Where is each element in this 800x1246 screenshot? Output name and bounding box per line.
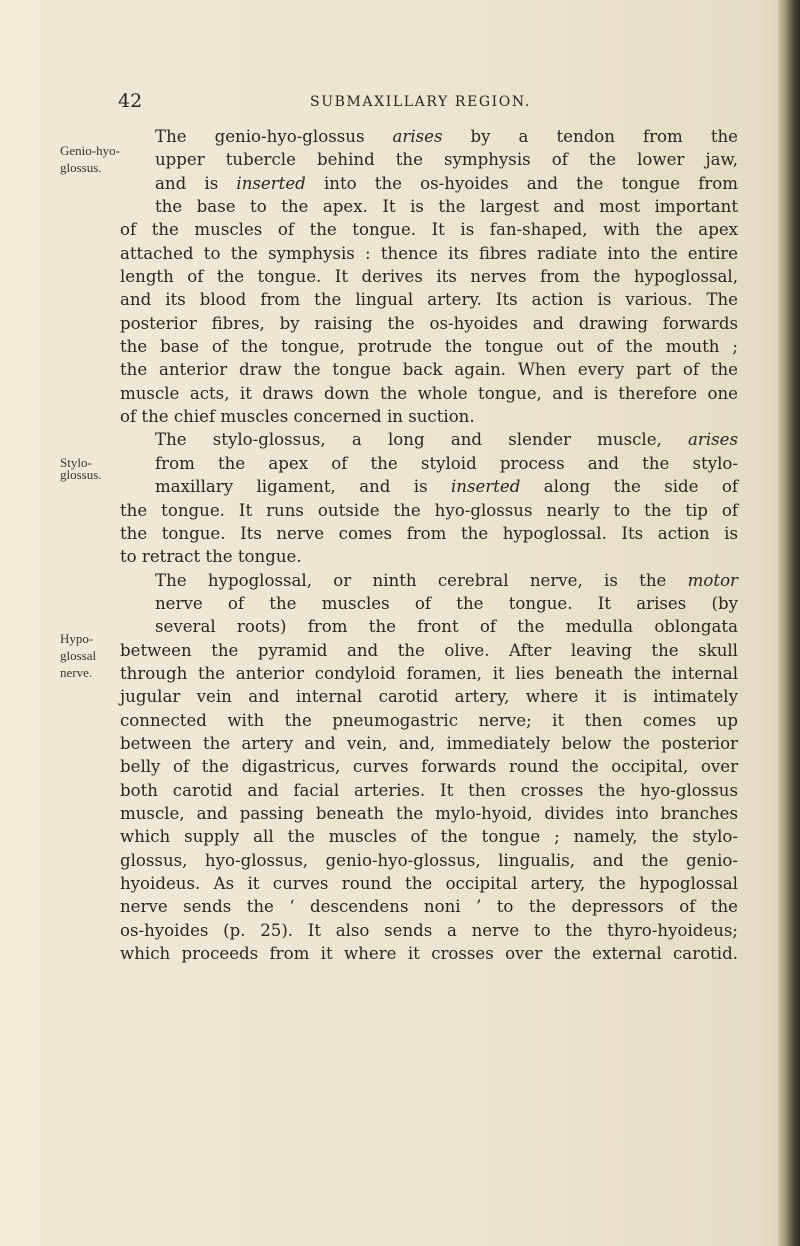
text-line: upper tubercle behind the symphysis of the lower jaw, [155, 150, 738, 170]
text-line: The genio-hyo-glossus arises by a tendon from the [155, 127, 738, 146]
text-line: the base of the tongue, protrude the tongue out of the mouth ; [120, 337, 738, 357]
margin-note-stylo-glossus [60, 456, 102, 482]
margin-note-line: Stylo- [60, 455, 92, 470]
paragraph-genio-hyo-glossus [120, 125, 738, 428]
margin-note-line: glossus. [60, 467, 102, 482]
text-line: nerve of the muscles of the tongue. It arises (by [155, 593, 738, 613]
text-line: os-hyoides (p. 25). It also sends a nerve to the thyro-hyoideus; [120, 920, 738, 940]
page-edge-shadow [778, 0, 800, 1246]
text-line: maxillary ligament, and is inserted along the side of [155, 477, 738, 497]
margin-note-line: glossal [60, 648, 97, 663]
margin-note-line: glossus. [60, 160, 102, 175]
text-line: hyoideus. As it curves round the occipital artery, the hypoglossal [120, 874, 738, 893]
body-text [120, 125, 738, 965]
text-line: through the anterior condyloid foramen, it lies beneath the internal [120, 663, 738, 683]
text-line: attached to the symphysis : thence its fibres radiate into the entire [120, 243, 738, 263]
text-line: belly of the digastricus, curves forwards round the occipital, over [120, 757, 738, 777]
text-line: jugular vein and internal carotid artery, where it is intimately [120, 687, 738, 707]
text-line: muscle acts, it draws down the whole tongue, and is therefore one [120, 383, 738, 403]
paragraph-hypoglossal-nerve [120, 569, 738, 966]
text-line: which proceeds from it where it crosses over the external carotid. [120, 944, 738, 964]
paragraph-stylo-glossus [120, 428, 738, 568]
text-line: of the chief muscles concerned in suction. [120, 407, 475, 427]
page-header [0, 90, 780, 114]
text-line: the anterior draw the tongue back again. When every part of the [120, 360, 738, 380]
text-line: glossus, hyo-glossus, genio-hyo-glossus, lingualis, and the genio- [120, 850, 738, 870]
margin-note-line: nerve. [60, 665, 93, 680]
text-line: from the apex of the styloid process and the stylo- [155, 453, 738, 473]
running-head: SUBMAXILLARY REGION. [310, 94, 531, 110]
text-line: the tongue. Its nerve comes from the hypoglossal. Its action is [120, 523, 738, 543]
text-line: both carotid and facial arteries. It then crosses the hyo-glossus [120, 780, 738, 800]
text-line: length of the tongue. It derives its nerves from the hypoglossal, [120, 267, 738, 287]
text-line: to retract the tongue. [120, 547, 302, 567]
text-line: and is inserted into the os-hyoides and the tongue from [155, 173, 738, 193]
text-line: The hypoglossal, or ninth cerebral nerve, is the motor [155, 570, 738, 590]
margin-note-hypoglossal-nerve [60, 632, 96, 680]
text-line: of the muscles of the tongue. It is fan-shaped, with the apex [120, 220, 738, 240]
text-line: between the artery and vein, and, immediately below the posterior [120, 733, 738, 753]
margin-note-line: Genio-hyo- [60, 143, 120, 158]
text-line: muscle, and passing beneath the mylo-hyoid, divides into branches [120, 803, 738, 823]
text-line: between the pyramid and the olive. After leaving the skull [120, 640, 738, 660]
text-line: several roots) from the front of the medulla oblongata [155, 617, 738, 637]
text-line: nerve sends the ‘ descendens noni ’ to the depressors of the [120, 897, 738, 917]
text-line: The stylo-glossus, a long and slender muscle, arises [155, 430, 738, 450]
text-line: the tongue. It runs outside the hyo-glossus nearly to the tip of [120, 500, 738, 520]
text-line: and its blood from the lingual artery. Its action is various. The [120, 290, 738, 310]
page-number: 42 [118, 90, 143, 112]
text-line: which supply all the muscles of the tongue ; namely, the stylo- [120, 827, 738, 847]
margin-note-line: Hypo- [60, 631, 94, 646]
text-line: the base to the apex. It is the largest and most important [155, 197, 738, 217]
text-line: posterior fibres, by raising the os-hyoides and drawing forwards [120, 313, 738, 333]
text-line: connected with the pneumogastric nerve; it then comes up [120, 710, 738, 730]
margin-note-genio-hyo-glossus [60, 144, 120, 175]
